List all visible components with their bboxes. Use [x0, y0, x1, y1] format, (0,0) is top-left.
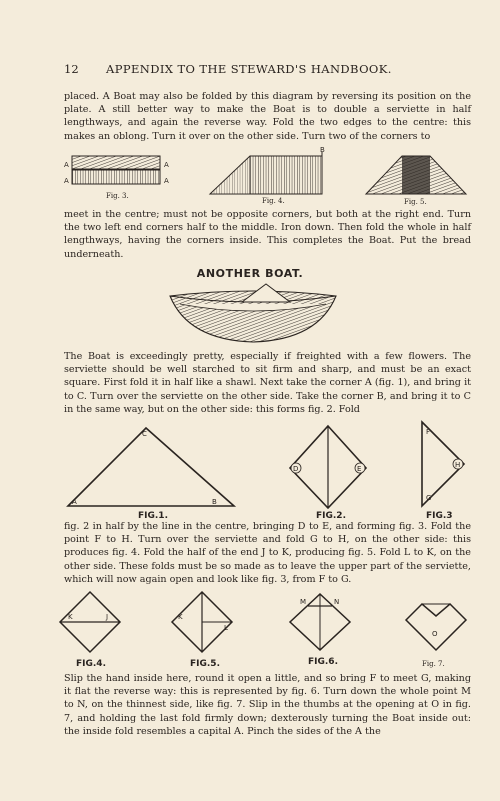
running-head-title: APPENDIX TO THE STEWARD'S HANDBOOK. [106, 62, 392, 76]
fig4b-label-j: J [106, 613, 109, 621]
fig6-label-m: M [300, 598, 307, 606]
fig5b-label-k: K [178, 613, 183, 621]
running-header [64, 62, 442, 78]
fig3-label-a4: A [164, 177, 169, 185]
fig3b-label-g: G [426, 494, 432, 502]
fig3b-label-f: F [426, 428, 431, 436]
paragraph-4: fig. 2 in half by the line in the centre, bringing D to E, and forming fig. 3. Fold the point F to H. Turn over the serviette and fold G to H, on the other side: this produces fig. 4. Fold the half of the end J to K, producing fig. 5. Fold L to K, on the other side. These folds must be so made as to leave the upper part of the serviette, which will now again open and look like fig. 3, from F to G. [64, 521, 471, 585]
fig5-caption: Fig. 5. [404, 198, 427, 206]
fig1-label-c: C [142, 430, 147, 438]
fig-7-fold [400, 596, 476, 668]
fig3-label-a1: A [64, 161, 69, 169]
fig3b-caption: FIG.3 [426, 511, 453, 521]
fig-3-kite [414, 418, 474, 521]
fig-5-fold [170, 590, 242, 670]
section-heading: ANOTHER BOAT. [196, 267, 304, 280]
fig5b-caption: FIG.5. [190, 659, 220, 669]
fig-2-diamond [286, 422, 376, 521]
fig-4-oblong-corners [206, 146, 331, 205]
fig-5-trapezoid [364, 152, 474, 206]
fig6-label-n: N [334, 598, 340, 606]
fig1-caption: FIG.1. [138, 511, 168, 521]
fig3-label-a3: A [164, 161, 169, 169]
fig-1-triangle [62, 422, 242, 521]
paragraph-2: meet in the centre; must not be opposite corners, but both at the right end. Turn the two left end corners half to the middle. Iron down. Then fold the whole in half lengthways, having the corners inside. This completes the Boat. Put the bread underneath. [64, 209, 471, 260]
fig7-label-o: O [432, 630, 438, 638]
page-number: 12 [64, 62, 79, 76]
fig7-caption: Fig. 7. [422, 660, 445, 668]
fig3-caption: Fig. 3. [106, 192, 129, 200]
fig4-caption: Fig. 4. [262, 197, 285, 205]
fig6-caption: FIG.6. [308, 657, 338, 667]
fig4-label-b: B [320, 146, 325, 154]
fig-3-oblong [62, 150, 172, 200]
fig-4-fold [58, 590, 130, 670]
fig1-label-a: A [72, 498, 77, 506]
fig3b-label-h: H [455, 461, 461, 469]
fig2-label-e: E [357, 465, 362, 473]
fig4b-label-k: K [68, 613, 73, 621]
fig3-label-a2: A [64, 177, 69, 185]
fig2-label-d: D [293, 465, 299, 473]
boat-illustration [168, 282, 338, 348]
fig-6-fold [288, 590, 360, 670]
fig2-caption: FIG.2. [316, 511, 346, 521]
fig5b-label-l: L [224, 624, 228, 632]
fig4b-caption: FIG.4. [76, 659, 106, 669]
paragraph-3: The Boat is exceedingly pretty, especially if freighted with a few flowers. The serviette should be well starched to sit firm and sharp, and must be an exact square. First fold it in half like a shawl. Next take the corner A (fig. 1), and bring it to C. Turn over the serviette on the other side. Take the corner B, and bring it to C in the same way, but on the other side: this forms fig. 2. Fold [64, 351, 471, 415]
paragraph-1: placed. A Boat may also be folded by this diagram by reversing its position on the plate. A still better way to make the Boat is to double a serviette in half lengthways, and again the reverse way. Fold the two edges to the centre: this makes an oblong. Turn it over on the other side. Turn two of the corners to [64, 91, 471, 142]
paragraph-5: Slip the hand inside here, round it open a little, and so bring F to meet G, making it flat the reverse way: this is represented by fig. 6. Turn down the whole point M to N, on the thinnest side, like fig. 7. Slip in the thumbs at the opening at O in fig. 7, and holding the last fold firmly down; dexterously turning the Boat inside out: the inside fold resembles a capital A. Pinch the sides of the A the [64, 673, 471, 737]
fig1-label-b: B [212, 498, 217, 506]
